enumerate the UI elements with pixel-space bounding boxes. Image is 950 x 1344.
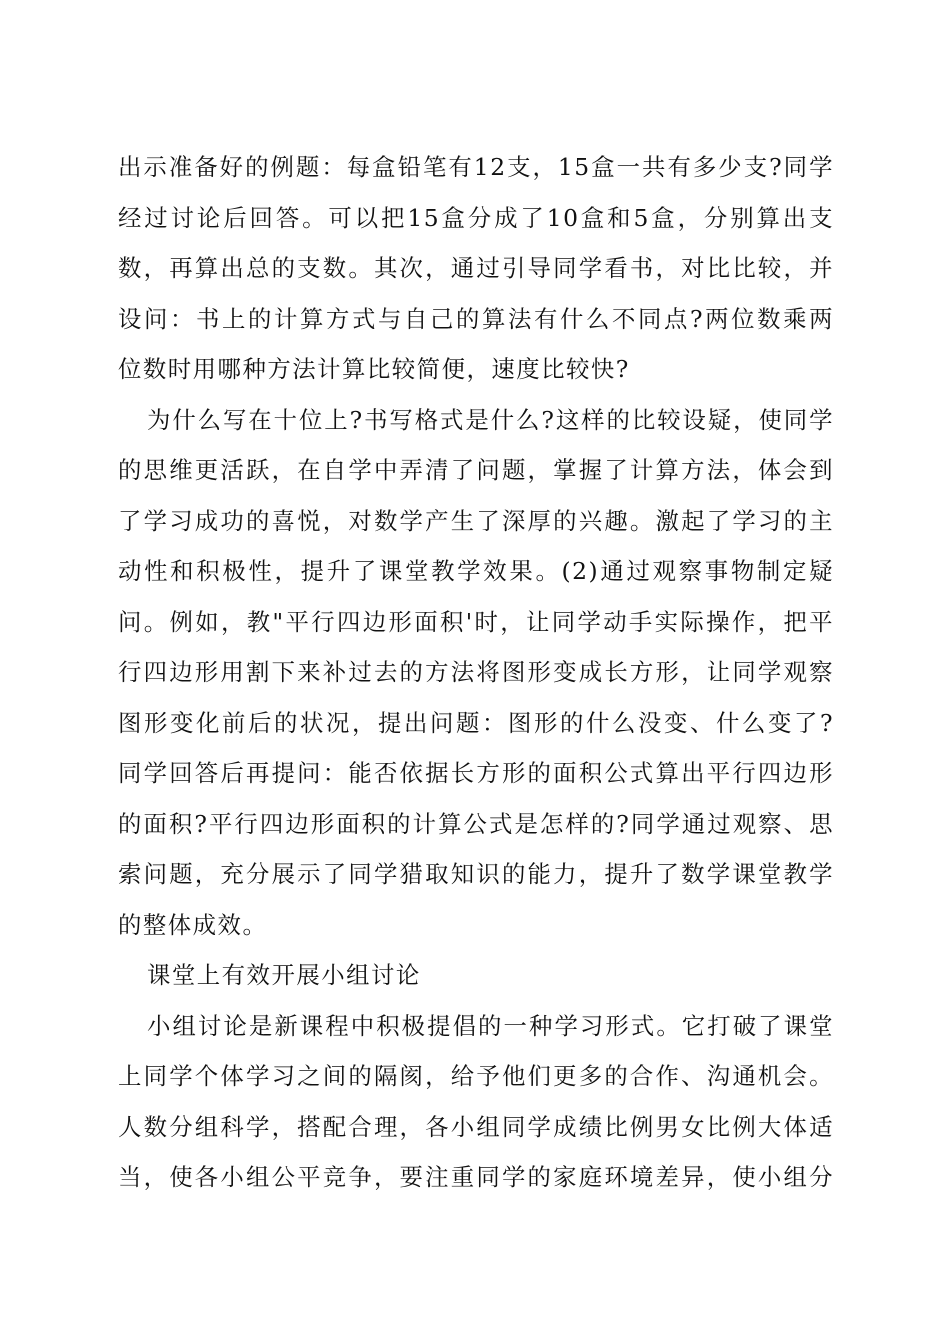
text-line: 位数时用哪种方法计算比较简便，速度比较快? [118,355,630,383]
text-line: 的面积?平行四边形面积的计算公式是怎样的?同学通过观察、思 [118,809,834,838]
text-line: 为什么写在十位上?书写格式是什么?这样的比较设疑，使同学 [147,405,834,434]
text-line: 设问：书上的计算方式与自己的算法有什么不同点?两位数乘两 [118,304,834,333]
text-line: 动性和积极性，提升了课堂教学效果。(2)通过观察事物制定疑 [118,557,834,585]
text-line: 索问题，充分展示了同学猎取知识的能力，提升了数学课堂教学 [118,860,834,888]
text-line: 行四边形用割下来补过去的方法将图形变成长方形，让同学观察 [118,658,834,686]
text-line: 人数分组科学，搭配合理，各小组同学成绩比例男女比例大体适 [118,1112,834,1141]
text-line: 问。例如，教"平行四边形面积'时，让同学动手实际操作，把平 [118,607,834,636]
text-line: 出示准备好的例题：每盒铅笔有12支，15盒一共有多少支?同学 [118,153,834,181]
text-line: 的思维更活跃，在自学中弄清了问题，掌握了计算方法，体会到 [118,456,834,484]
document-body [118,142,834,1203]
text-line: 了学习成功的喜悦，对数学产生了深厚的兴趣。激起了学习的主 [118,506,834,535]
text-line: 图形变化前后的状况，提出问题：图形的什么没变、什么变了? [118,708,834,737]
text-line: 的整体成效。 [118,910,268,939]
text-line: 小组讨论是新课程中积极提倡的一种学习形式。它打破了课堂 [147,1011,834,1040]
text-line: 上同学个体学习之间的隔阂，给予他们更多的合作、沟通机会。 [118,1062,834,1090]
text-line: 当，使各小组公平竞争，要注重同学的家庭环境差异，使小组分 [118,1163,834,1191]
text-line: 课堂上有效开展小组讨论 [147,961,421,989]
text-line: 经过讨论后回答。可以把15盒分成了10盒和5盒，分别算出支 [118,203,834,232]
text-line: 数，再算出总的支数。其次，通过引导同学看书，对比比较，并 [118,254,834,282]
text-line: 同学回答后再提问：能否依据长方形的面积公式算出平行四边形 [118,759,834,787]
